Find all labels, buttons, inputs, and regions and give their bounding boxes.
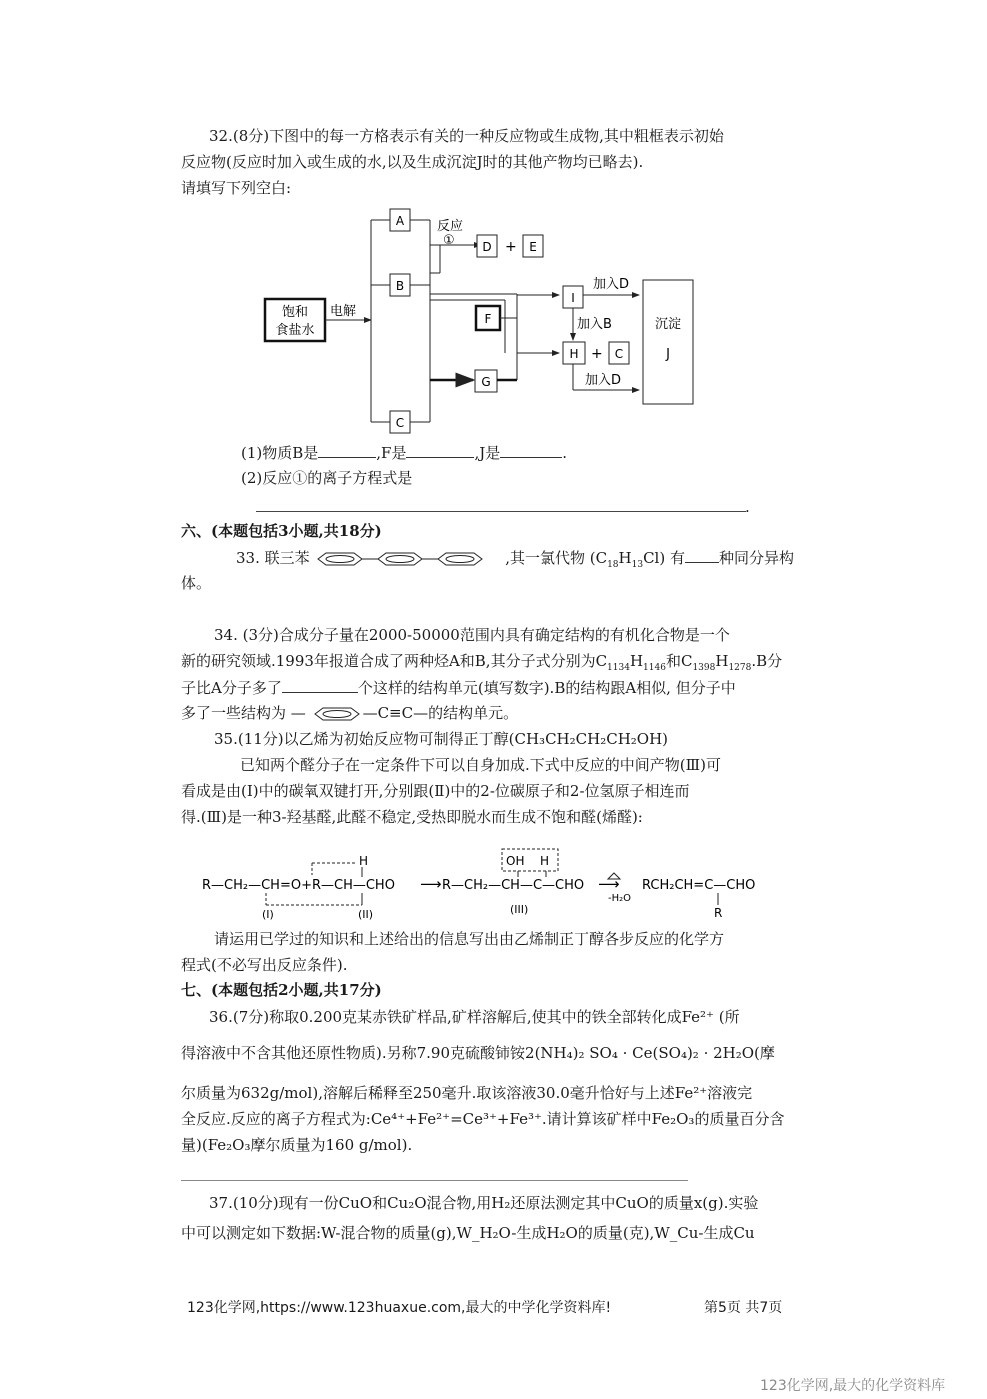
q33-c: Cl) 有 [643, 549, 685, 567]
section7-heading: 七、(本题包括2小题,共17分) [181, 981, 382, 999]
box-j [643, 280, 693, 404]
label-h: H [569, 347, 579, 361]
q34-line3-a: 子比A分子多了 [181, 679, 282, 697]
q34-line4-a: 多了一些结构为 — [181, 704, 306, 722]
label-b: B [395, 279, 405, 293]
label-j: J [666, 347, 670, 362]
q35-line2: 已知两个醛分子在一定条件下可以自身加成.下式中反应的中间产物(Ⅲ)可 [240, 756, 721, 774]
q33-a: 33. 联三苯 [236, 549, 310, 567]
q37-line2: 中可以测定如下数据:W-混合物的质量(g),W_H₂O-生成H₂O的质量(克),W_Cu-生成Cu [181, 1224, 755, 1242]
q34-h1: H [629, 652, 644, 670]
rxn-r-down: R [714, 906, 723, 920]
answer-blank-b[interactable] [318, 442, 376, 458]
q36-line3: 尔质量为632g/mol),溶解后稀释至250毫升.取该溶液30.0毫升恰好与上述Fe²⁺溶液完 [181, 1084, 753, 1102]
q33-b: ,其一氯代物 (C [505, 549, 608, 567]
add-b-label: 加入B [577, 317, 612, 332]
q33-sub2: 13 [631, 560, 644, 570]
page-number: 第5页 共7页 [704, 1300, 783, 1316]
rxn-arrow-1: ⟶ [420, 875, 442, 893]
q33-h: H [618, 549, 632, 567]
q32-line2: 反应物(反应时加入或生成的水,以及生成沉淀J时的其他产物均已略去). [181, 153, 644, 171]
q34-line4 [181, 703, 518, 723]
q36-line4: 全反应.反应的离子方程式为:Ce⁴⁺+Fe²⁺=Ce³⁺+Fe³⁺.请计算该矿样中Fe₂O₃的质量百分含 [181, 1110, 785, 1128]
q35-line5: 请运用已学过的知识和上述给出的信息写出由乙烯制正丁醇各步反应的化学方 [214, 930, 725, 948]
add-d-label: 加入D [593, 277, 630, 292]
q34-h2: H [715, 652, 729, 670]
separator-line [181, 1180, 688, 1181]
aldol-reaction-scheme [200, 845, 780, 920]
reaction-label: 反应 [437, 219, 464, 234]
add-d2-label: 加入D [585, 373, 622, 388]
q34-s4: 1278 [728, 663, 752, 673]
label-g: G [481, 375, 491, 389]
label-i: I [571, 291, 575, 305]
rxn-minus-h2o: -H₂O [608, 893, 632, 904]
q32-sub1-a: (1)物质B是 [241, 444, 319, 462]
rxn-left: R—CH₂—CH=O+R—CH—CHO [202, 878, 395, 893]
rxn-arrow-2: ⟶ [598, 875, 620, 893]
q34-and: 和C [665, 652, 693, 670]
label-c2: C [614, 347, 624, 361]
q35-line3: 看成是由(Ⅰ)中的碳氧双键打开,分别跟(Ⅱ)中的2-位碳原子和2-位氢原子相连而 [181, 782, 690, 800]
q32-sub1-b: ,F是 [376, 444, 407, 462]
q32-sub1 [241, 442, 567, 463]
q34-line4-b: —C≡C—的结构单元。 [362, 704, 519, 722]
q32-sub2: (2)反应①的离子方程式是 [241, 469, 413, 487]
q32-sub1-c: ,J是 [474, 444, 501, 462]
q34-line3 [181, 677, 736, 698]
reaction-num: ① [443, 233, 455, 248]
q35-line4: 得.(Ⅲ)是一种3-羟基醛,此醛不稳定,受热即脱水而生成不饱和醛(烯醛): [181, 808, 643, 826]
label-f: F [484, 312, 492, 326]
q36-line5: 量)(Fe₂O₃摩尔质量为160 g/mol). [181, 1136, 413, 1154]
q36-line2: 得溶液中不含其他还原性物质).另称7.90克硫酸铈铵2(NH₄)₂ SO₄ · Ce(SO₄)₂ · 2H₂O(摩 [181, 1044, 775, 1062]
rxn-mid: R—CH₂—CH—C—CHO [442, 878, 585, 893]
rxn-h-top: H [359, 854, 369, 868]
q33-sub1: 18 [607, 560, 619, 570]
q33-line1 [236, 547, 794, 575]
terphenyl-structure [314, 551, 500, 567]
q32-line1: 32.(8分)下图中的每一方格表示有关的一种反应物或生成物,其中粗框表示初始 [209, 127, 724, 145]
answer-line-eq[interactable] [256, 511, 746, 512]
rxn-h2: H [540, 854, 550, 868]
plus-hc: + [591, 346, 603, 362]
label-c: C [395, 416, 405, 430]
q35-line6: 程式(不必写出反应条件). [181, 956, 348, 974]
section6-heading: 六、(本题包括3小题,共18分) [181, 522, 382, 540]
plus-de: + [505, 239, 517, 255]
label-a: A [395, 214, 405, 228]
q33-line2: 体。 [181, 574, 212, 592]
watermark: 123化学网,最大的化学资料库 [760, 1378, 946, 1394]
rxn-right: RCH₂CH=C—CHO [642, 878, 756, 893]
benzene-ring-structure [311, 706, 363, 722]
q34-line1: 34. (3分)合成分子量在2000-50000范围内具有确定结构的有机化合物是一个 [214, 626, 730, 644]
label-e: E [529, 240, 537, 254]
start-label-1: 饱和 [281, 305, 309, 320]
q36-line1: 36.(7分)称取0.200克某赤铁矿样品,矿样溶解后,使其中的铁全部转化成Fe²⁺ (所 [209, 1008, 740, 1026]
footer-text: 123化学网,https://www.123huaxue.com,最大的中学化学资料库! [187, 1300, 612, 1316]
q34-s3: 1398 [692, 663, 716, 673]
start-label-2: 食盐水 [275, 323, 315, 338]
q34-line2-b: .B分 [751, 652, 783, 670]
q37-line1: 37.(10分)现有一份CuO和Cu₂O混合物,用H₂还原法测定其中CuO的质量x(g).实验 [209, 1194, 759, 1212]
q34-line3-b: 个这样的结构单元(填写数字).B的结构跟A相似, 但分子中 [357, 679, 736, 697]
electrolysis-label: 电解 [330, 304, 357, 319]
q34-s2: 1146 [643, 663, 666, 673]
rxn-label-3: (III) [510, 903, 529, 916]
label-d: D [482, 240, 492, 254]
answer-blank-f[interactable] [406, 442, 474, 458]
rxn-label-2: (II) [358, 908, 374, 920]
q34-s1: 1134 [607, 663, 630, 673]
rxn-label-1: (I) [262, 908, 274, 920]
q32-sub2-end: . [745, 498, 750, 516]
answer-blank-isomers[interactable] [685, 547, 719, 563]
answer-blank-j[interactable] [500, 442, 562, 458]
q34-line2 [181, 651, 782, 678]
answer-blank-units[interactable] [282, 677, 358, 693]
rxn-oh: OH [506, 854, 525, 868]
q32-line3: 请填写下列空白: [181, 179, 292, 197]
q34-line2-a: 新的研究领域.1993年报道合成了两种烃A和B,其分子式分别为C [181, 652, 608, 670]
q32-sub1-end: . [562, 444, 568, 462]
reaction-flow-diagram [255, 200, 700, 440]
precip-label: 沉淀 [654, 317, 682, 332]
q33-d: 种同分异构 [718, 549, 794, 567]
q35-line1: 35.(11分)以乙烯为初始反应物可制得正丁醇(CH₃CH₂CH₂CH₂OH) [214, 730, 669, 748]
